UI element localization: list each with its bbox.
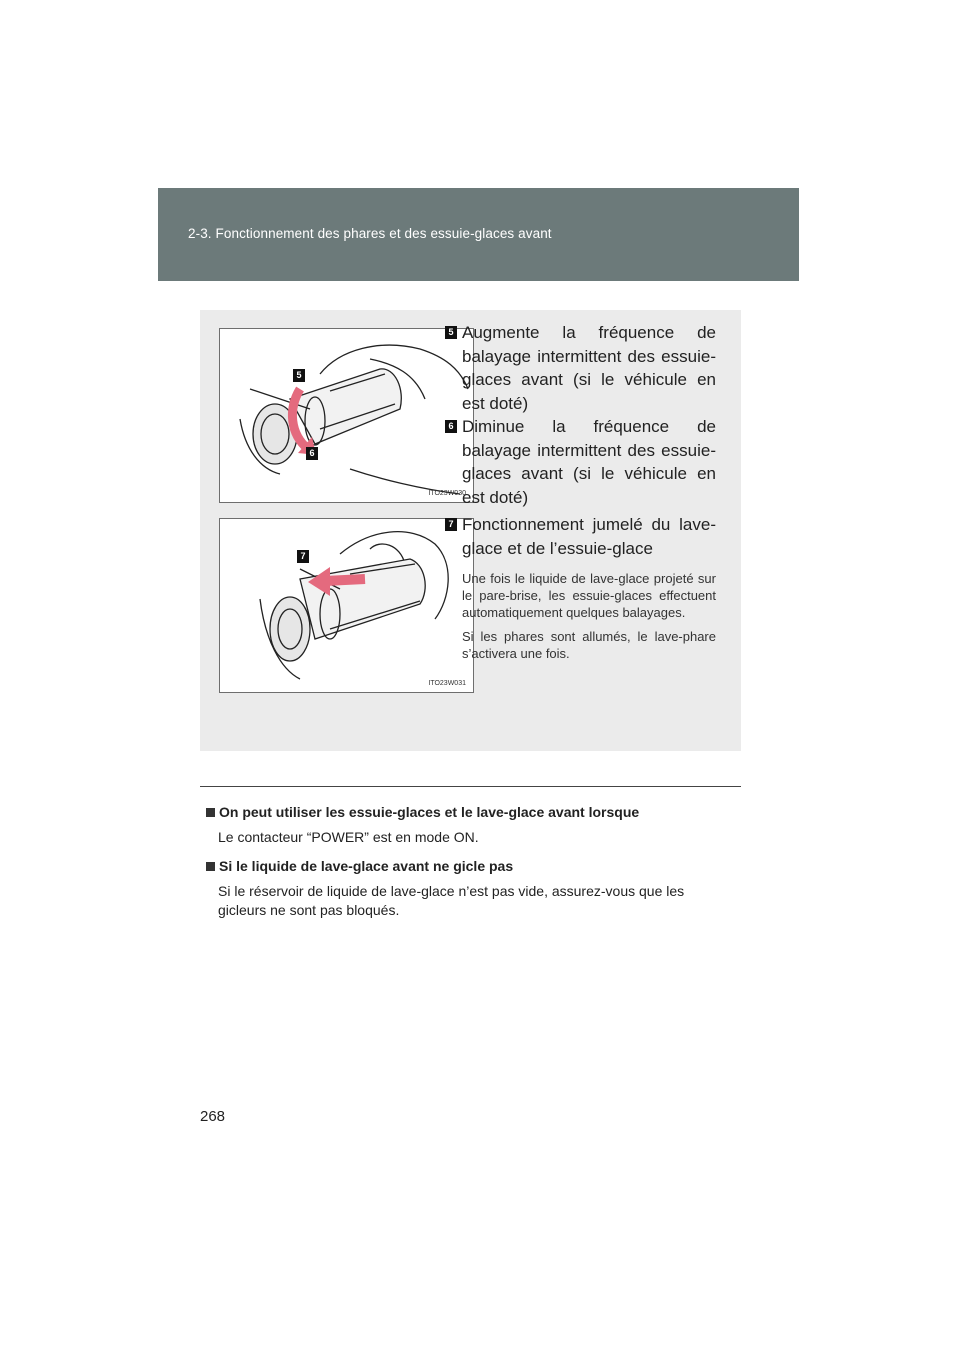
info-title — [206, 857, 746, 876]
section-divider — [200, 786, 741, 787]
washer-lever-drawing — [220, 519, 474, 693]
item-text: Fonctionnement jumelé du lave-glace et de l’essuie-glace — [462, 515, 716, 558]
info-block-washer — [206, 857, 746, 920]
instruction-item-6 — [448, 415, 716, 509]
chapter-header — [158, 188, 799, 281]
wiper-lever-drawing — [220, 329, 474, 503]
callout-5: 5 — [293, 369, 305, 382]
item-number-badge: 7 — [445, 518, 457, 531]
bullet-square-icon — [206, 862, 215, 871]
item-number-badge: 5 — [445, 326, 457, 339]
chapter-title: 2-3. Fonctionnement des phares et des essuie-glaces avant — [188, 226, 552, 241]
illustration-wiper-frequency — [219, 328, 474, 503]
item-text: Diminue la fréquence de balayage intermittent des essuie-glaces avant (si le véhicule en est doté) — [462, 417, 716, 507]
info-title-text: On peut utiliser les essuie-glaces et le lave-glace avant lorsque — [219, 804, 640, 820]
instruction-panel — [200, 310, 741, 751]
info-body: Le contacteur “POWER” est en mode ON. — [218, 829, 479, 845]
figure-code: ITO23W030 — [428, 490, 466, 497]
info-body: Si le réservoir de liquide de lave-glace n’est pas vide, assurez-vous que les gicleurs ne sont pas bloqués. — [218, 883, 685, 918]
illustration-washer-operation — [219, 518, 474, 693]
item-note: Si les phares sont allumés, le lave-phare s’activera une fois. — [462, 629, 716, 661]
instruction-item-5 — [448, 321, 716, 415]
callout-6: 6 — [306, 447, 318, 460]
callout-7: 7 — [297, 550, 309, 563]
bullet-square-icon — [206, 808, 215, 817]
item-note: Une fois le liquide de lave-glace projeté sur le pare-brise, les essuie-glaces effectuent automatiquement quelques balayages. — [462, 571, 716, 620]
figure-code: ITO23W031 — [428, 680, 466, 687]
item-text: Augmente la fréquence de balayage intermittent des essuie-glaces avant (si le véhicule en est doté) — [462, 323, 716, 413]
page-number: 268 — [200, 1108, 226, 1125]
instruction-item-7 — [448, 513, 716, 662]
info-title-text: Si le liquide de lave-glace avant ne gicle pas — [219, 858, 514, 874]
info-block-usage — [206, 803, 746, 847]
info-title — [206, 803, 746, 822]
item-number-badge: 6 — [445, 420, 457, 433]
